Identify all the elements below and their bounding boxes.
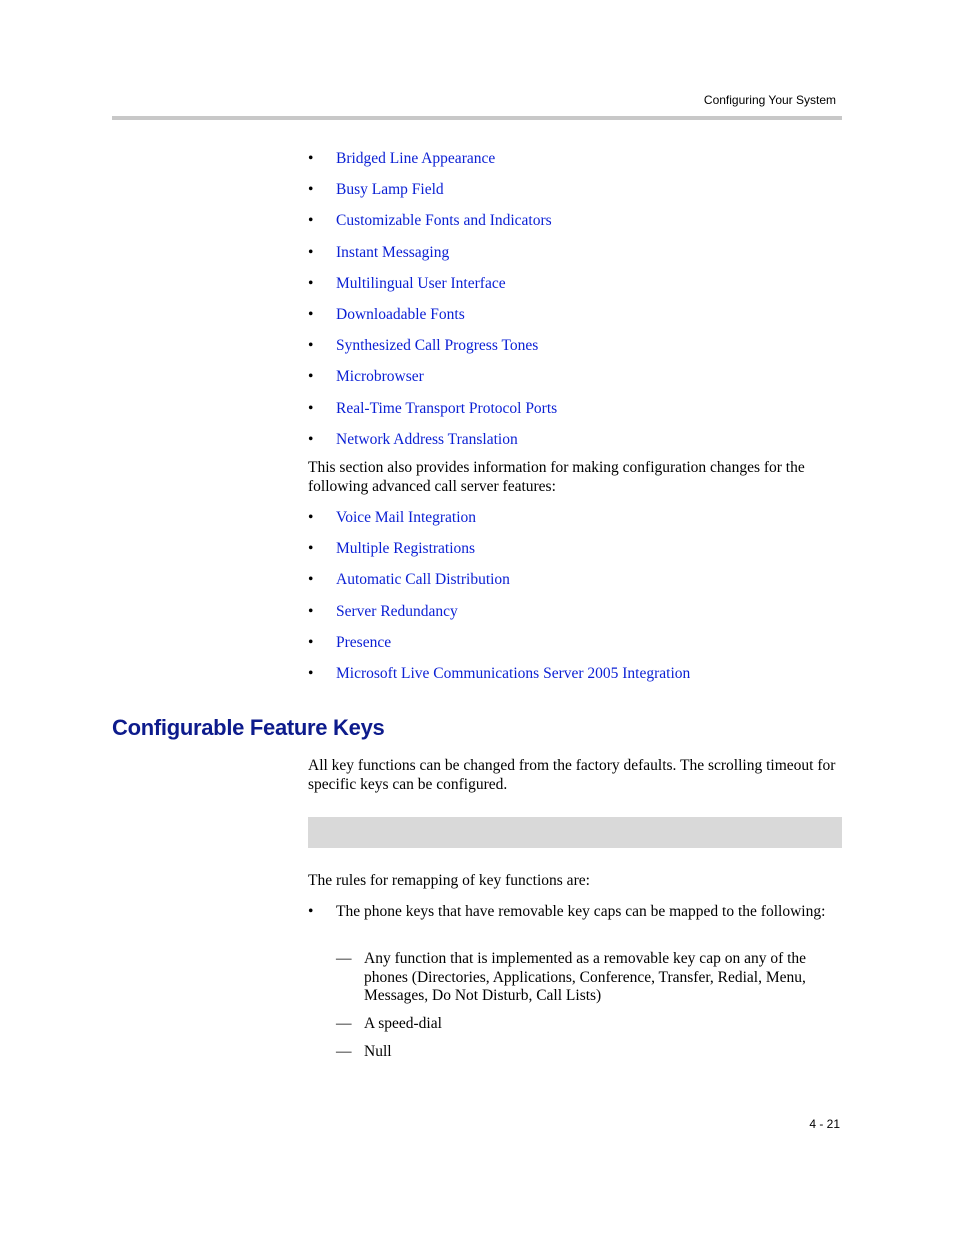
list-item xyxy=(308,633,690,664)
cross-reference-link[interactable]: Downloadable Fonts xyxy=(336,305,465,323)
cross-reference-link[interactable]: Customizable Fonts and Indicators xyxy=(336,212,552,230)
sub-item-text: Any function that is implemented as a removable key cap on any of the phones (Directories, Applications, Conference, Transfer, Redial, Menu, Messages, Do Not Disturb, Call Lists) xyxy=(364,950,807,1004)
cross-reference-link[interactable]: Bridged Line Appearance xyxy=(336,150,496,167)
cross-reference-link[interactable]: Real-Time Transport Protocol Ports xyxy=(336,399,558,417)
page-number: 4 - 21 xyxy=(809,1117,840,1131)
cross-reference-link[interactable]: Presence xyxy=(336,633,392,651)
bullet-glyph: • xyxy=(308,368,314,386)
dash-glyph: — xyxy=(336,1043,352,1060)
list-item xyxy=(308,430,557,461)
cross-reference-link[interactable]: Multiple Registrations xyxy=(336,540,476,558)
cross-reference-link[interactable]: Synthesized Call Progress Tones xyxy=(336,337,539,355)
list-item xyxy=(308,367,557,398)
bullet-glyph: • xyxy=(308,602,314,620)
bullet-glyph: • xyxy=(308,633,314,651)
bullet-glyph: • xyxy=(308,399,314,417)
bullet-glyph: • xyxy=(308,509,314,526)
rule-bullet-item xyxy=(308,903,842,922)
bullet-glyph: • xyxy=(308,903,314,920)
bullet-glyph: • xyxy=(308,664,314,682)
bullet-glyph: • xyxy=(308,540,314,558)
bullet-glyph: • xyxy=(308,274,314,292)
list-item xyxy=(308,305,557,336)
bullet-glyph: • xyxy=(308,243,314,261)
list-item xyxy=(308,211,557,242)
cross-reference-link[interactable]: Busy Lamp Field xyxy=(336,181,444,199)
cross-reference-link[interactable]: Multilingual User Interface xyxy=(336,274,506,292)
cross-reference-link[interactable]: Server Redundancy xyxy=(336,602,458,620)
running-header: Configuring Your System xyxy=(703,93,836,107)
sub-item-functions xyxy=(336,950,836,1006)
bullet-glyph: • xyxy=(308,181,314,199)
bullet-glyph: • xyxy=(308,212,314,230)
bullet-glyph: • xyxy=(308,150,314,167)
feature-link-list xyxy=(308,149,557,461)
advanced-intro-paragraph: This section also provides information for making configuration changes for the following advanced call server features: xyxy=(308,459,805,495)
list-item xyxy=(308,602,690,633)
bullet-glyph: • xyxy=(308,571,314,589)
rule-bullet-text: The phone keys that have removable key caps can be mapped to the following: xyxy=(336,903,826,920)
sub-item-text: Null xyxy=(364,1043,392,1060)
cross-reference-link[interactable]: Instant Messaging xyxy=(336,243,450,261)
cross-reference-link[interactable]: Network Address Translation xyxy=(336,430,518,448)
dash-glyph: — xyxy=(336,950,352,967)
cross-reference-link[interactable]: Voice Mail Integration xyxy=(336,509,477,526)
header-rule xyxy=(112,116,842,120)
list-item xyxy=(308,336,557,367)
list-item xyxy=(308,508,690,539)
dash-glyph: — xyxy=(336,1015,352,1032)
list-item xyxy=(308,399,557,430)
cross-reference-link[interactable]: Microbrowser xyxy=(336,368,424,386)
cross-reference-link[interactable]: Automatic Call Distribution xyxy=(336,571,510,589)
bullet-glyph: • xyxy=(308,430,314,448)
bullet-glyph: • xyxy=(308,337,314,355)
bullet-glyph: • xyxy=(308,305,314,323)
list-item xyxy=(308,539,690,570)
section-heading: Configurable Feature Keys xyxy=(112,715,385,740)
sub-item-speed-dial xyxy=(336,1015,836,1034)
section-intro-paragraph: All key functions can be changed from the factory defaults. The scrolling timeout for specific keys can be configured. xyxy=(308,757,836,793)
list-item xyxy=(308,274,557,305)
list-item xyxy=(308,180,557,211)
note-box xyxy=(308,817,842,848)
sub-item-text: A speed-dial xyxy=(364,1015,442,1032)
sub-item-null xyxy=(336,1043,836,1062)
cross-reference-link[interactable]: Microsoft Live Communications Server 2005 Integration xyxy=(336,664,691,682)
advanced-link-list xyxy=(308,508,690,695)
rules-intro-paragraph: The rules for remapping of key functions are: xyxy=(308,872,590,889)
list-item xyxy=(308,570,690,601)
list-item xyxy=(308,243,557,274)
list-item xyxy=(308,664,690,695)
list-item xyxy=(308,149,557,180)
